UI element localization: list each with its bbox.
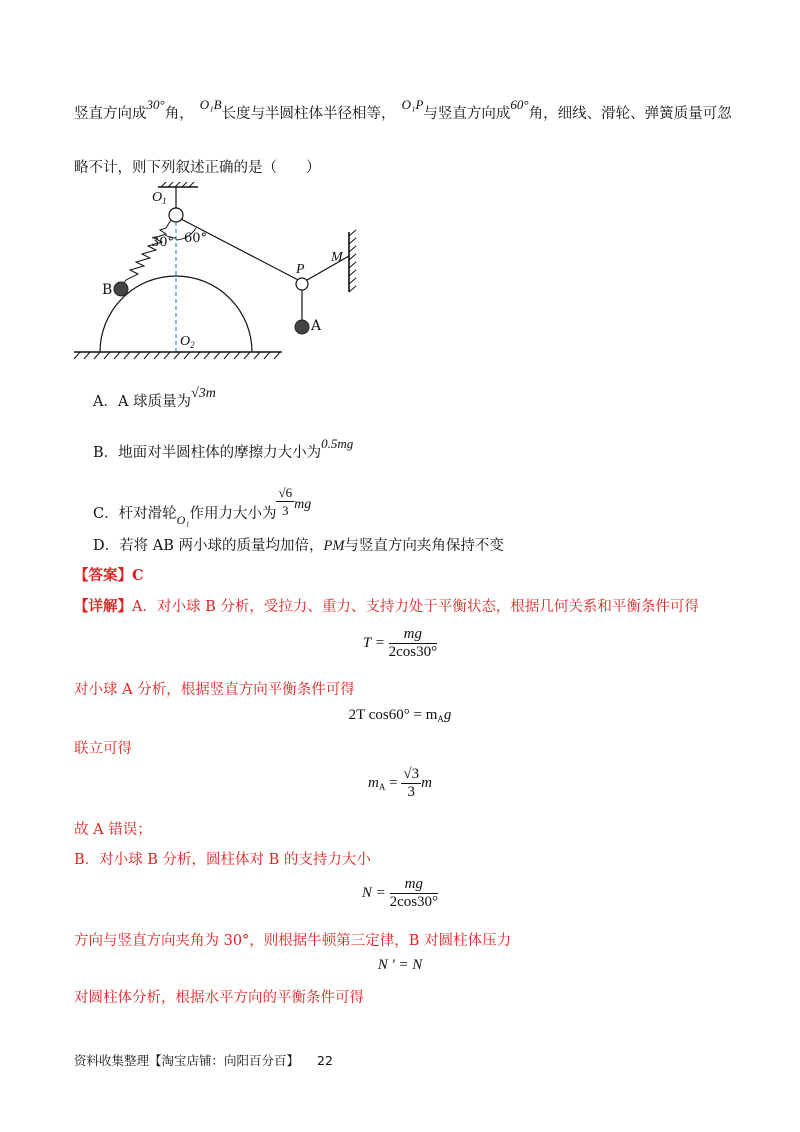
pulley-p xyxy=(296,278,308,290)
label-o2: $O_2$ xyxy=(180,334,195,350)
detail-line-4: 故 A 错误； xyxy=(74,822,152,838)
detail-line-5: B．对小球 B 分析，圆柱体对 B 的支持力大小 xyxy=(74,852,371,868)
label-30: 30° xyxy=(151,235,175,250)
ball-b xyxy=(114,282,128,296)
angle-60: 60° xyxy=(510,97,529,112)
segment-o1p: O₁P xyxy=(401,97,424,112)
detail-line-6: 方向与竖直方向夹角为 30°，则根据牛顿第三定律，B 对圆柱体压力 xyxy=(74,933,512,949)
question-line-2: 略不计，则下列叙述正确的是（ ） xyxy=(74,160,321,176)
detail-line-3: 联立可得 xyxy=(74,741,132,757)
detail-line-2: 对小球 A 分析，根据竖直方向平衡条件可得 xyxy=(74,682,355,698)
question-line-1: 竖直方向成30°角，O₁B长度与半圆柱体半径相等，O₁P与竖直方向成60°角，细线、滑轮、弹簧质量可忽 xyxy=(74,97,732,122)
label-m: M xyxy=(331,250,343,265)
physics-diagram xyxy=(70,182,370,372)
label-60: 60° xyxy=(184,231,208,246)
angle-30: 30° xyxy=(146,97,165,112)
equation-5: N ' = N xyxy=(377,957,423,973)
label-a: A xyxy=(311,318,322,334)
ball-a xyxy=(295,320,309,334)
footer: 资料收集整理【淘宝店铺：向阳百分百】 22 xyxy=(74,1053,333,1068)
answer-label: 【答案】C xyxy=(74,567,144,584)
detail-line-1: 【详解】A．对小球 B 分析，受拉力、重力、支持力处于平衡状态，根据几何关系和平衡条件可得 xyxy=(74,598,699,615)
pulley-o1 xyxy=(169,208,183,222)
option-a: A．A 球质量为√3m xyxy=(93,386,216,410)
equation-4: N = $\frac{mg}{2\cos 30^\circ}$ xyxy=(361,876,439,910)
option-b: B．地面对半圆柱体的摩擦力大小为0.5mg xyxy=(93,436,354,461)
label-o1: $O_1$ xyxy=(152,190,167,206)
option-c: C．杆对滑轮$_{O_1}$作用力大小为 $\frac{√6}{3}$ mg xyxy=(93,485,312,527)
page-number: 22 xyxy=(317,1053,333,1068)
equation-1: T = $\frac{mg}{2\cos 30^\circ}$ xyxy=(362,626,438,660)
equation-2: 2T $\cos 60^\circ = m_Ag$ xyxy=(348,707,452,724)
option-d: D．若将 AB 两小球的质量均加倍，PM与竖直方向夹角保持不变 xyxy=(93,538,504,554)
segment-o1b: O₁B xyxy=(199,97,222,112)
detail-line-7: 对圆柱体分析，根据水平方向的平衡条件可得 xyxy=(74,990,364,1006)
label-b: B xyxy=(102,282,113,298)
label-p: P xyxy=(296,262,305,277)
equation-3: $m_A$ = $\frac{√3}{3}$ m xyxy=(368,766,432,800)
